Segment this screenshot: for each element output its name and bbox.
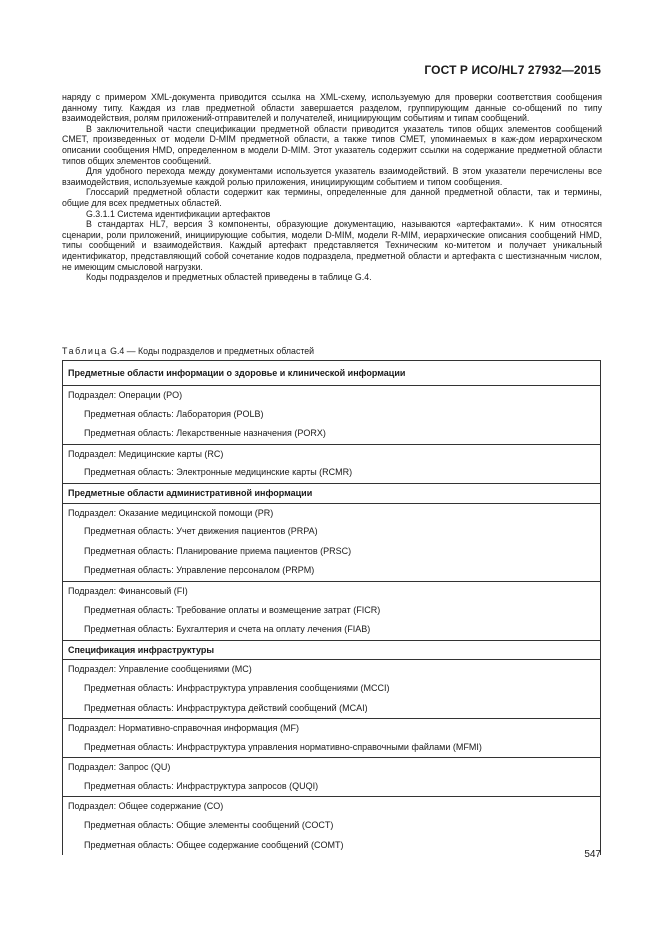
table-row-subsection: Подраздел: Финансовый (FI) xyxy=(63,581,600,601)
document-header: ГОСТ Р ИСО/HL7 27932—2015 xyxy=(424,63,601,77)
page-number: 547 xyxy=(584,849,601,860)
paragraph: Коды подразделов и предметных областей приведены в таблице G.4. xyxy=(86,272,372,283)
paragraph: наряду с примером XML-документа приводится ссылка на XML-схему, используемую для проверки соответствия сообщения данному типу. Каждая из глав предметной области завершается разделом, группирующим данные со-общений по типу взаимодействия, ролям приложений-отправителей и получателей, инициирующим событиям и типам сообщений. xyxy=(62,92,602,124)
table-row-subsection: Подраздел: Нормативно-справочная информация (MF) xyxy=(63,718,600,738)
table-row-domain: Предметная область: Инфраструктура управления сообщениями (MCCI) xyxy=(84,682,390,693)
table-row-domain: Предметная область: Инфраструктура запросов (QUQI) xyxy=(84,780,319,791)
paragraph: G.3.1.1 Система идентификации артефактов xyxy=(86,208,271,219)
table-row-domain: Предметная область: Общее содержание сообщений (COMT) xyxy=(84,839,344,850)
table-row-section: Предметные области информации о здоровье и клинической информации xyxy=(68,368,406,378)
table-row-domain: Предметная область: Лаборатория (POLB) xyxy=(84,408,264,419)
table-row-subsection: Подраздел: Оказание медицинской помощи (PR) xyxy=(63,503,600,523)
table-row-domain: Предметная область: Инфраструктура управления нормативно-справочными файлами (MFMI) xyxy=(84,741,482,752)
table-row-subsection: Подраздел: Операции (PO) xyxy=(63,385,600,405)
table-row-domain: Предметная область: Управление персоналом (PRPM) xyxy=(84,565,315,576)
body-text xyxy=(62,92,602,283)
table-caption-text: G.4 — Коды подразделов и предметных областей xyxy=(107,346,315,356)
paragraph: Для удобного перехода между документами используется указатель взаимодействий. В этом указатели перечислены все взаимодействия, используемые каждой ролью приложения, инициирующим событием и типом сообщения. xyxy=(62,166,602,187)
table-row-domain: Предметная область: Требование оплаты и возмещение затрат (FICR) xyxy=(84,604,381,615)
table-row-section: Спецификация инфраструктуры xyxy=(63,640,600,660)
table-row-domain: Предметная область: Учет движения пациентов (PRPA) xyxy=(84,526,318,537)
codes-table xyxy=(62,360,601,855)
table-row-subsection: Подраздел: Запрос (QU) xyxy=(63,757,600,777)
table-caption-label: Таблица xyxy=(62,346,108,356)
table-row-domain: Предметная область: Общие элементы сообщений (COCT) xyxy=(84,820,334,831)
table-caption xyxy=(62,346,314,356)
table-row-domain: Предметная область: Инфраструктура действий сообщений (MCAI) xyxy=(84,702,368,713)
table-row-domain: Предметная область: Лекарственные назначения (PORX) xyxy=(84,428,326,439)
paragraph: В заключительной части спецификации предметной области приводится указатель типов общих элементов сообщений CMET, произведенных от модели D-MIM предметной области, а также типов CMET, упоминаемых в каж-дом иерархическом описании сообщения HMD, определенном в модели D-MIM. Этот указатель содержит ссылки на содержание предметной области типов общих элементов сообщений. xyxy=(62,123,602,166)
paragraph: Глоссарий предметной области содержит как термины, определенные для данной предметной области, так и термины, общие для всех предметных областей. xyxy=(62,187,602,208)
table-row-subsection: Подраздел: Медицинские карты (RC) xyxy=(63,444,600,464)
table-row-section: Предметные области административной информации xyxy=(63,483,600,503)
paragraph: В стандартах HL7, версия 3 компоненты, образующие документацию, называются «артефактами». К ним относятся сценарии, роли приложений, инициирующие события, модели D-MIM, модели R-MIM, иерархические описания сообщений HMD, типы сообщений и взаимодействия. Каждый артефакт представляется Техническим ко-митетом и получает уникальный идентификатор, представляющий собой сочетание кодов подраздела, предметной области и артефакта с шестизначным числом, не имеющим смысловой нагрузки. xyxy=(62,219,602,272)
table-row-subsection: Подраздел: Общее содержание (CO) xyxy=(63,796,600,816)
table-row-subsection: Подраздел: Управление сообщениями (MC) xyxy=(63,659,600,679)
table-row-domain: Предметная область: Планирование приема пациентов (PRSC) xyxy=(84,545,352,556)
table-row-domain: Предметная область: Электронные медицинские карты (RCMR) xyxy=(84,467,353,478)
table-row-domain: Предметная область: Бухгалтерия и счета на оплату лечения (FIAB) xyxy=(84,624,371,635)
